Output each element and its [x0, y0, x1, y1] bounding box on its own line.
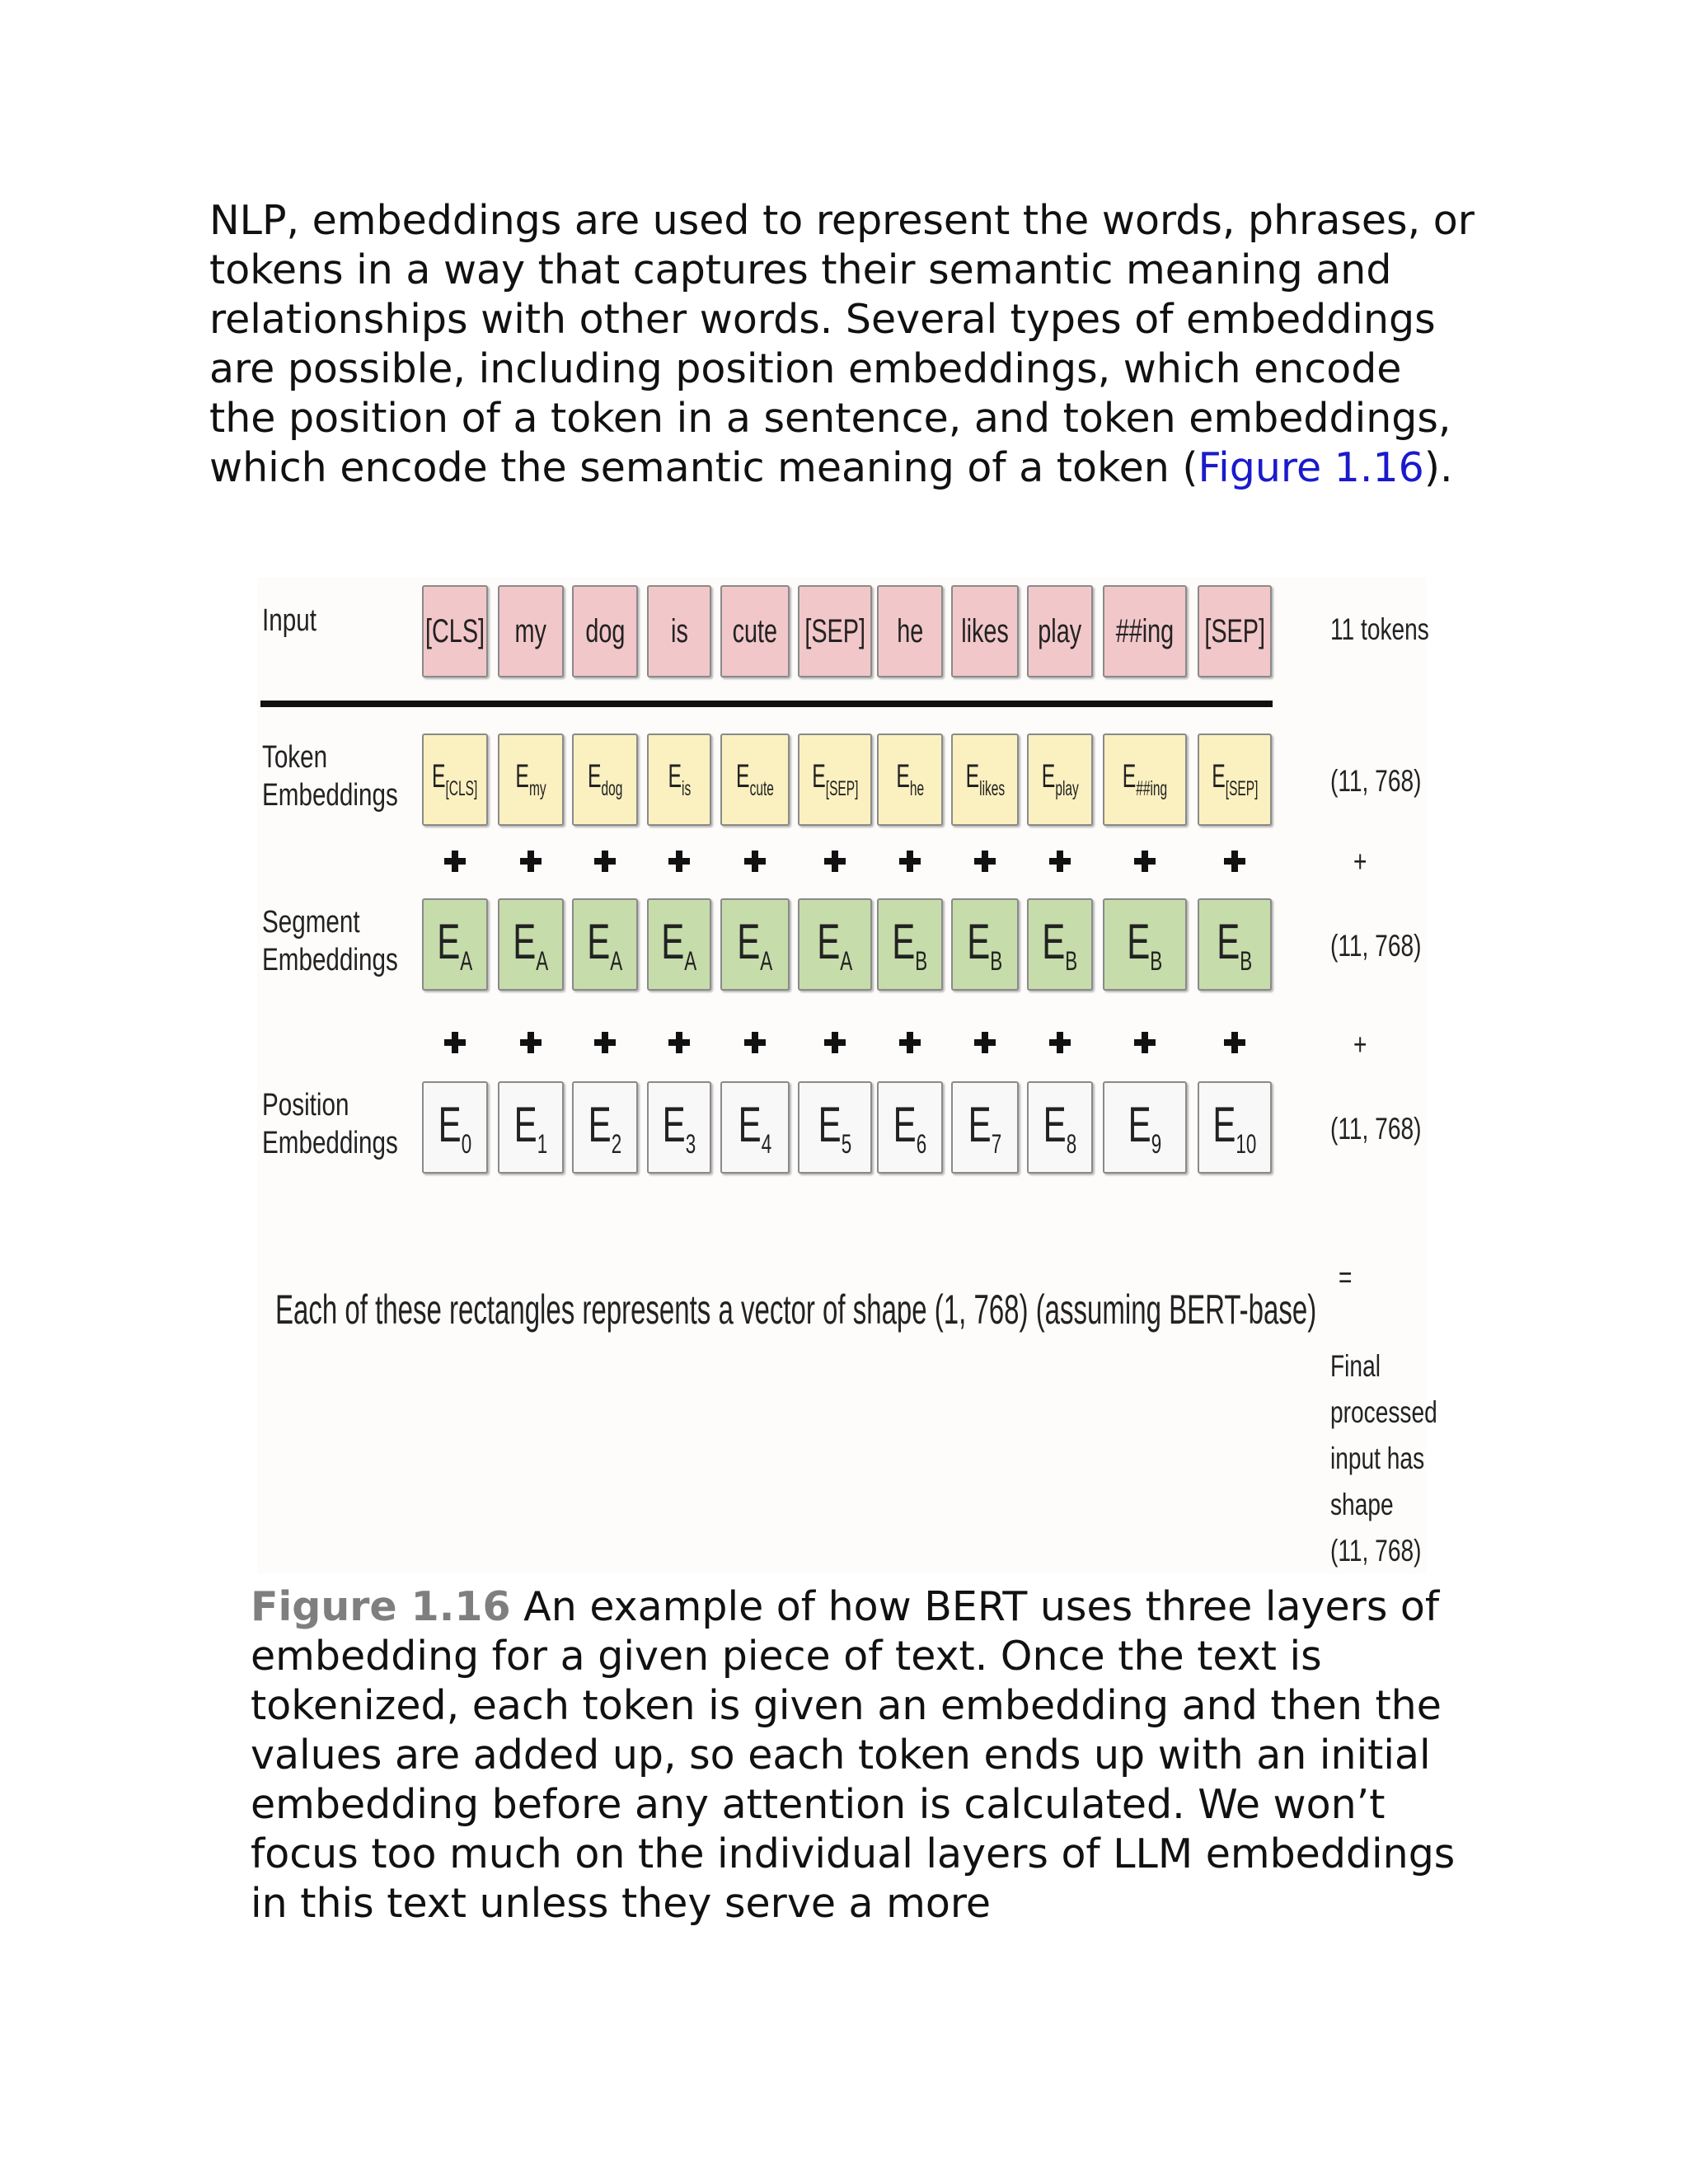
- input-divider-line: [260, 701, 1273, 707]
- caption-label: Figure 1.16: [251, 1583, 511, 1630]
- plus-icon: [899, 1032, 921, 1053]
- plus-icon: [744, 1032, 766, 1053]
- position-embedding-box: $E_9$: [1103, 1081, 1187, 1174]
- token-embedding-box: $E_{dog}$: [572, 733, 638, 826]
- input-token-box: dog: [572, 585, 638, 677]
- segment-embedding-box: $E_B$: [1198, 898, 1272, 991]
- position-embedding-box: $E_5$: [798, 1081, 872, 1174]
- row-label-segment-embeddings: [262, 903, 398, 979]
- token-count-label: 11 tokens: [1330, 612, 1429, 646]
- row-label-line: Embeddings: [262, 943, 398, 977]
- input-token-box: [CLS]: [422, 585, 488, 677]
- segment-embedding-box: $E_A$: [647, 898, 711, 991]
- position-embedding-box: $E_3$: [647, 1081, 711, 1174]
- final-note-line: input has: [1330, 1441, 1425, 1475]
- position-embedding-box: $E_4$: [720, 1081, 790, 1174]
- position-embeddings-shape: (11, 768): [1330, 1112, 1422, 1146]
- plus-icon: [668, 1032, 690, 1053]
- token-embeddings-shape: (11, 768): [1330, 764, 1422, 798]
- token-embedding-box: $E_{[SEP]}$: [1198, 733, 1272, 826]
- plus-icon: [1049, 1032, 1071, 1053]
- token-embedding-box: $E_{is}$: [647, 733, 711, 826]
- row-label-position-embeddings: [262, 1086, 398, 1162]
- plus-icon: [594, 1032, 616, 1053]
- token-embedding-box: $E_{[SEP]}$: [798, 733, 872, 826]
- token-embedding-box: $E_{cute}$: [720, 733, 790, 826]
- final-note-line: (11, 768): [1330, 1534, 1422, 1568]
- segment-embedding-box: $E_B$: [951, 898, 1019, 991]
- paragraph-text: NLP, embeddings are used to represent the words, phrases, or tokens in a way that captures their semantic meaning and relationships with other words. Several types of embeddings are possible, including position embeddings, which encode the position of a token in a sentence, and token embeddings, which encode the semantic meaning of a token (: [209, 197, 1475, 491]
- plus-icon: [824, 1032, 846, 1053]
- position-embedding-box: $E_0$: [422, 1081, 488, 1174]
- plus-icon: [444, 851, 466, 872]
- plus-icon: [668, 851, 690, 872]
- row-label-token-embeddings: [262, 738, 398, 814]
- plus-icon: [520, 1032, 542, 1053]
- position-embedding-box: $E_8$: [1027, 1081, 1093, 1174]
- figure-reference-link[interactable]: Figure 1.16: [1198, 444, 1424, 491]
- input-token-box: [SEP]: [798, 585, 872, 677]
- row-label-line: Embeddings: [262, 1126, 398, 1160]
- token-embedding-box: $E_{likes}$: [951, 733, 1019, 826]
- plus-icon: [824, 851, 846, 872]
- position-embedding-box: $E_1$: [498, 1081, 564, 1174]
- plus-icon: [594, 851, 616, 872]
- final-shape-note: [1330, 1343, 1437, 1574]
- input-token-box: is: [647, 585, 711, 677]
- plus-icon: [1049, 851, 1071, 872]
- bert-embeddings-figure: [257, 577, 1437, 1574]
- final-note-line: processed: [1330, 1395, 1437, 1429]
- token-embedding-box: $E_{my}$: [498, 733, 564, 826]
- plus-icon: [444, 1032, 466, 1053]
- plus-icon: [1134, 1032, 1156, 1053]
- position-embedding-box: $E_7$: [951, 1081, 1019, 1174]
- token-embedding-box: $E_{\#\#ing}$: [1103, 733, 1187, 826]
- plus-label: +: [1353, 845, 1367, 879]
- plus-icon: [744, 851, 766, 872]
- row-label-line: Segment: [262, 905, 360, 940]
- final-note-line: Final: [1330, 1349, 1381, 1383]
- segment-embedding-box: $E_A$: [572, 898, 638, 991]
- plus-icon: [1134, 851, 1156, 872]
- input-token-box: ##ing: [1103, 585, 1187, 677]
- plus-icon: [974, 851, 996, 872]
- plus-icon: [1224, 1032, 1245, 1053]
- figure-caption: [251, 1582, 1503, 1929]
- segment-embedding-box: $E_B$: [1027, 898, 1093, 991]
- paragraph-text-end: ).: [1423, 444, 1453, 491]
- plus-icon: [899, 851, 921, 872]
- plus-icon: [520, 851, 542, 872]
- input-token-box: [SEP]: [1198, 585, 1272, 677]
- segment-embedding-box: $E_B$: [1103, 898, 1187, 991]
- token-embedding-box: $E_{he}$: [877, 733, 943, 826]
- row-label-line: Embeddings: [262, 778, 398, 813]
- input-token-box: my: [498, 585, 564, 677]
- row-label-input: Input: [262, 603, 316, 638]
- segment-embedding-box: $E_B$: [877, 898, 943, 991]
- segment-embedding-box: $E_A$: [422, 898, 488, 991]
- segment-embedding-box: $E_A$: [498, 898, 564, 991]
- token-embedding-box: $E_{play}$: [1027, 733, 1093, 826]
- equals-label: =: [1339, 1260, 1353, 1294]
- position-embedding-box: $E_2$: [572, 1081, 638, 1174]
- plus-icon: [974, 1032, 996, 1053]
- row-label-line: Token: [262, 740, 328, 775]
- segment-embeddings-shape: (11, 768): [1330, 929, 1422, 963]
- figure-note: Each of these rectangles represents a vector of shape (1, 768) (assuming BERT-base): [275, 1286, 1317, 1333]
- position-embedding-box: $E_6$: [877, 1081, 943, 1174]
- final-note-line: shape: [1330, 1488, 1394, 1521]
- input-token-box: likes: [951, 585, 1019, 677]
- body-paragraph: [209, 196, 1479, 493]
- input-token-box: cute: [720, 585, 790, 677]
- segment-embedding-box: $E_A$: [798, 898, 872, 991]
- input-token-box: play: [1027, 585, 1093, 677]
- plus-label: +: [1353, 1028, 1367, 1062]
- position-embedding-box: $E_{10}$: [1198, 1081, 1272, 1174]
- input-token-box: he: [877, 585, 943, 677]
- row-label-line: Position: [262, 1088, 349, 1122]
- segment-embedding-box: $E_A$: [720, 898, 790, 991]
- caption-text: An example of how BERT uses three layers of embedding for a given piece of text. Once the text is tokenized, each token is given an embedding and then the values are added up, so each token ends up with an initial embedding before any attention is calculated. We won’t focus too much on the individual layers of LLM embeddings in this text unless they serve a more: [251, 1583, 1456, 1927]
- plus-icon: [1224, 851, 1245, 872]
- token-embedding-box: $E_{[CLS]}$: [422, 733, 488, 826]
